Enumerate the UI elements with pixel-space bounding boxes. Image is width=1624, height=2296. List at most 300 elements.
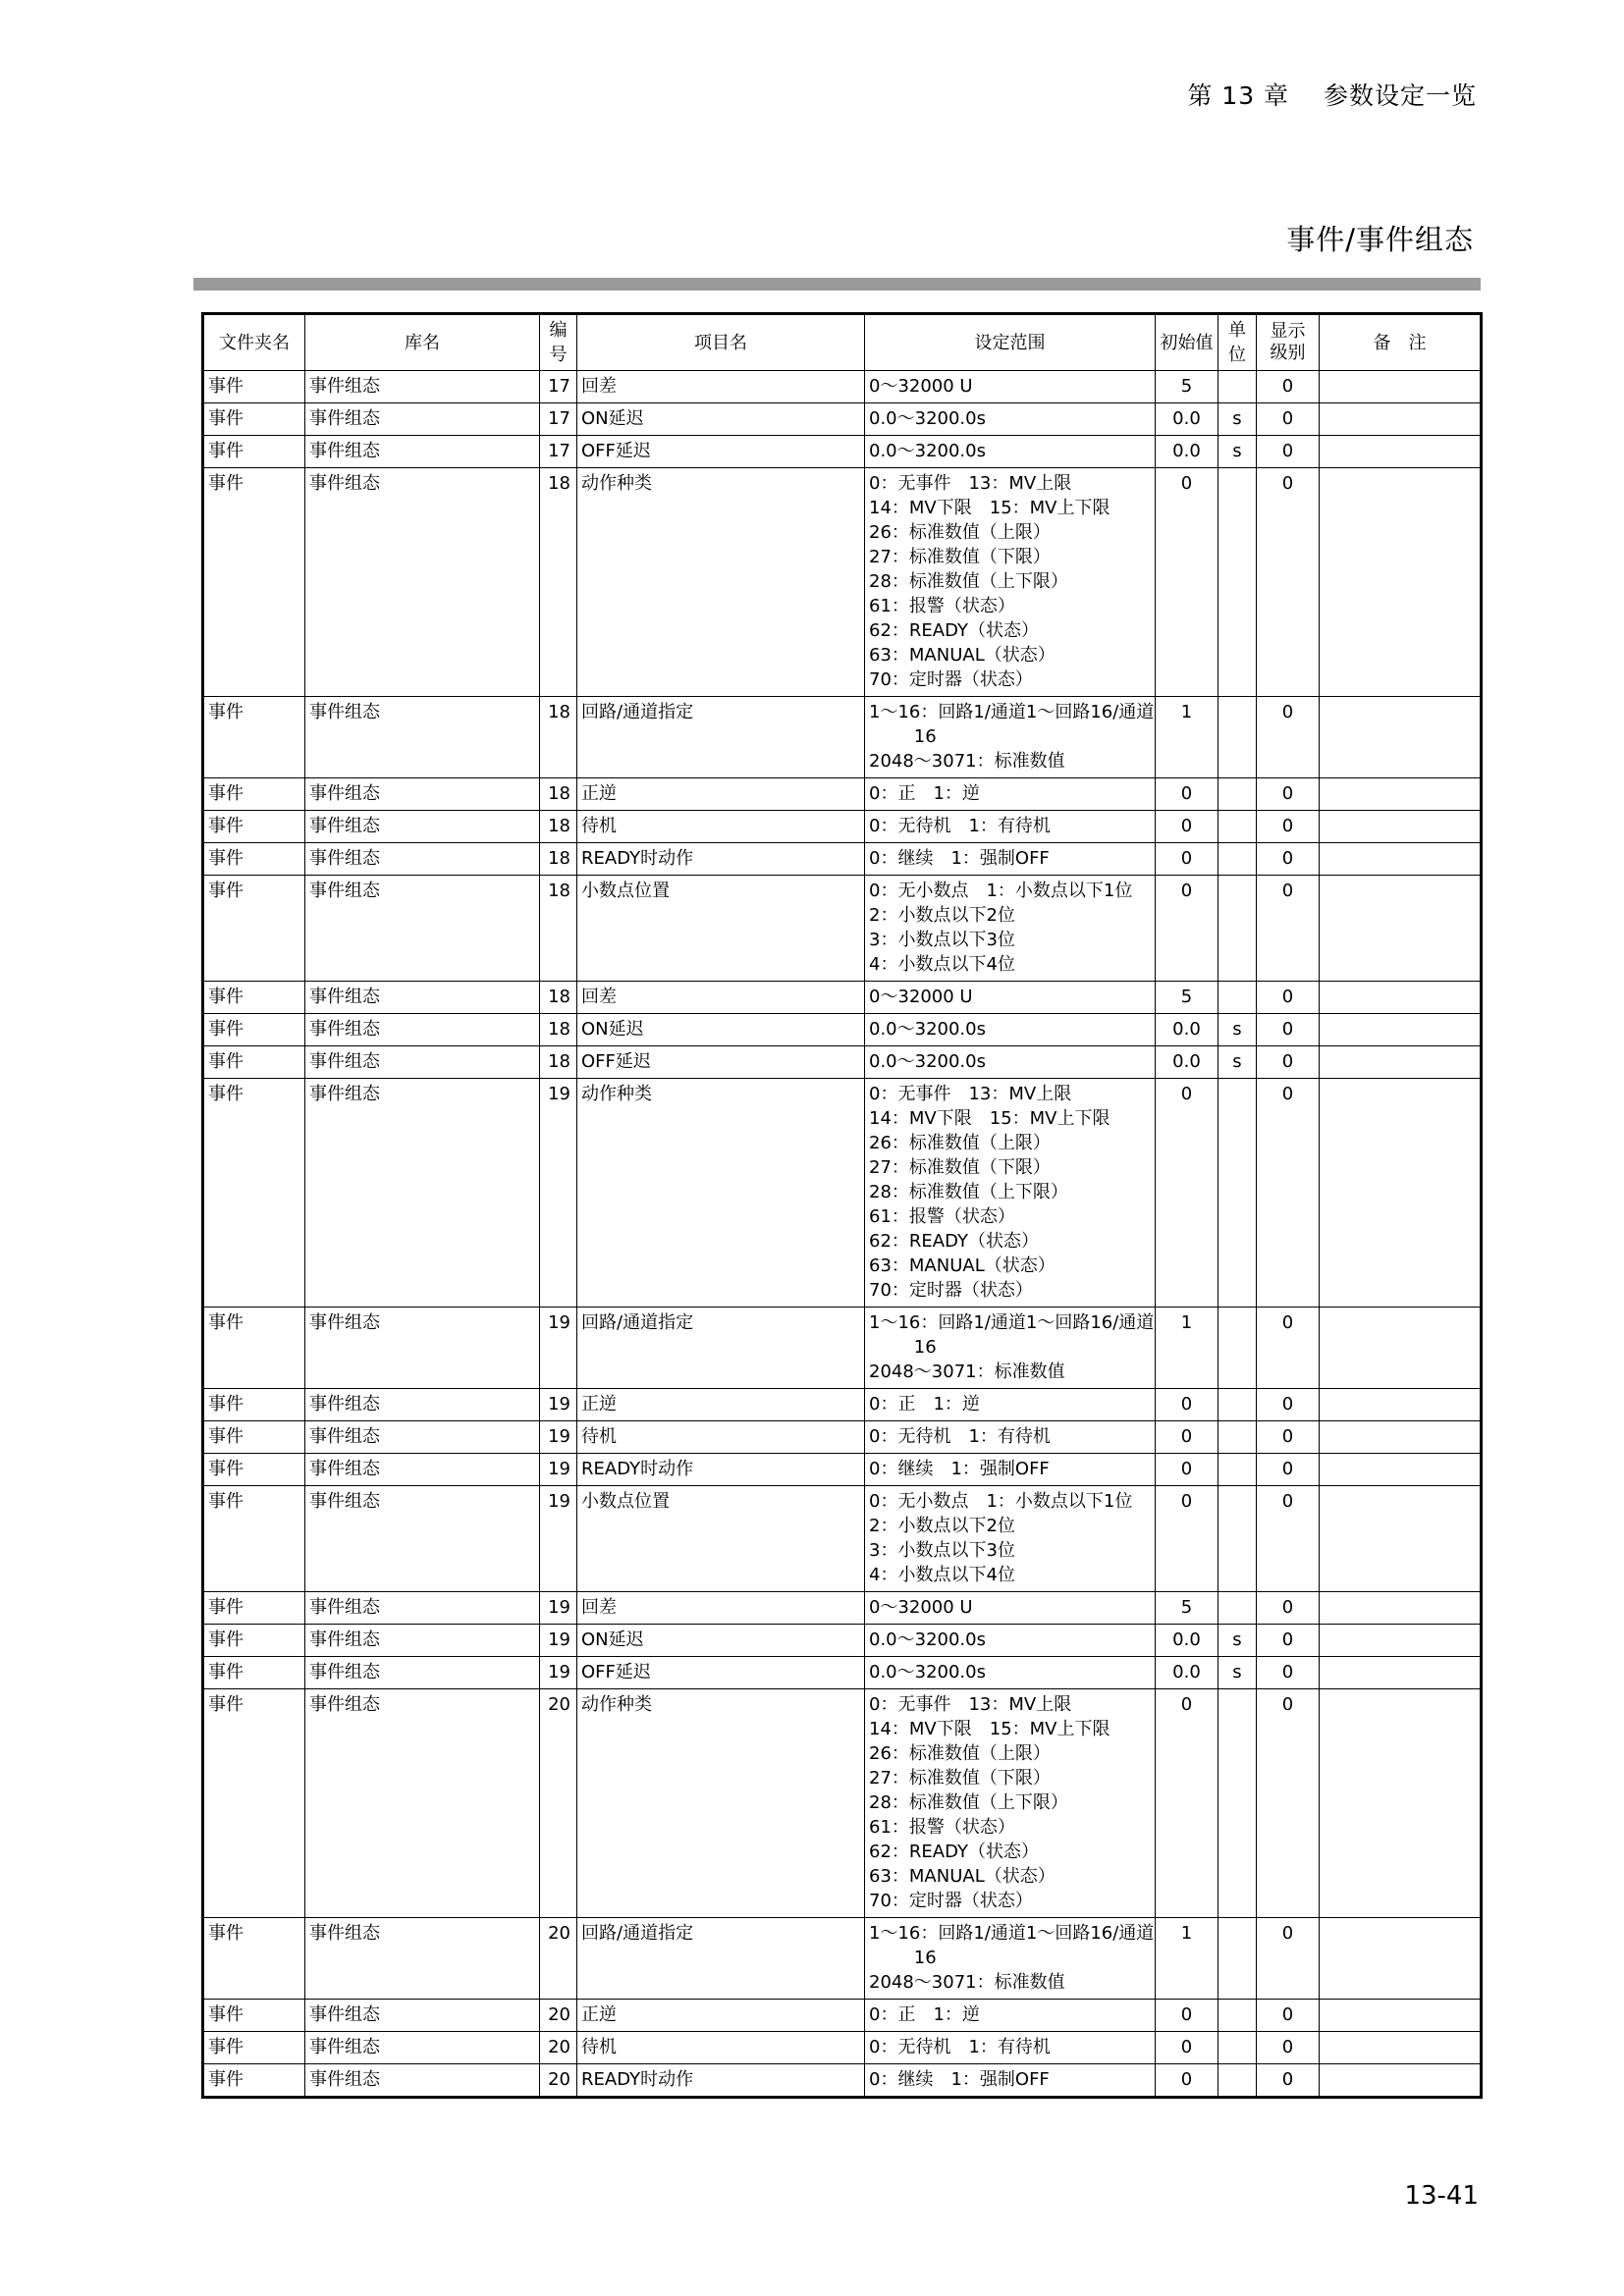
cell-number: 19 [540, 1625, 577, 1657]
cell-library: 事件组态 [305, 371, 540, 403]
cell-initial: 5 [1156, 371, 1218, 403]
cell-range [865, 876, 1156, 982]
cell-item: 正逆 [577, 1389, 865, 1421]
cell-folder: 事件 [203, 1657, 305, 1689]
cell-range [865, 1389, 1156, 1421]
range-line: 0：无事件 13：MV上限 [869, 1084, 1072, 1104]
range-line: 0：无小数点 1：小数点以下1位 [869, 881, 1133, 901]
table-row [203, 1421, 1482, 1454]
cell-range [865, 1046, 1156, 1079]
cell-folder: 事件 [203, 1625, 305, 1657]
cell-item: READY时动作 [577, 843, 865, 876]
range-line: 70：定时器（状态） [869, 669, 1033, 690]
cell-folder: 事件 [203, 1486, 305, 1592]
cell-folder: 事件 [203, 982, 305, 1014]
range-line: 28：标准数值（上下限） [869, 1182, 1068, 1202]
col-header-library: 库名 [305, 314, 540, 371]
section-title: 事件/事件组态 [1286, 223, 1474, 256]
cell-item: OFF延迟 [577, 436, 865, 468]
cell-folder: 事件 [203, 2064, 305, 2098]
cell-library: 事件组态 [305, 1308, 540, 1389]
cell-note [1320, 1014, 1482, 1046]
table-row [203, 876, 1482, 982]
cell-level: 0 [1257, 1421, 1320, 1454]
cell-unit: s [1218, 436, 1257, 468]
range-line: 1～16：回路1/通道1～回路16/通道 [869, 1923, 1155, 1944]
cell-number: 20 [540, 2032, 577, 2064]
range-line: 0～32000 U [869, 987, 973, 1007]
cell-unit [1218, 468, 1257, 697]
cell-folder: 事件 [203, 403, 305, 436]
range-line: 0：无小数点 1：小数点以下1位 [869, 1491, 1133, 1512]
cell-level: 0 [1257, 1014, 1320, 1046]
range-line: 0：无事件 13：MV上限 [869, 1694, 1072, 1715]
cell-level: 0 [1257, 876, 1320, 982]
cell-number: 19 [540, 1079, 577, 1308]
cell-unit [1218, 982, 1257, 1014]
cell-folder: 事件 [203, 876, 305, 982]
cell-library: 事件组态 [305, 1079, 540, 1308]
cell-unit [1218, 1389, 1257, 1421]
cell-folder: 事件 [203, 371, 305, 403]
cell-level: 0 [1257, 468, 1320, 697]
cell-level: 0 [1257, 843, 1320, 876]
cell-library: 事件组态 [305, 1421, 540, 1454]
range-line: 2048～3071：标准数值 [869, 1362, 1065, 1382]
cell-folder: 事件 [203, 1918, 305, 2000]
cell-item: 待机 [577, 2032, 865, 2064]
cell-folder: 事件 [203, 1689, 305, 1918]
range-line: 0：继续 1：强制OFF [869, 1459, 1050, 1479]
cell-number: 20 [540, 1918, 577, 2000]
cell-folder: 事件 [203, 843, 305, 876]
cell-note [1320, 1592, 1482, 1625]
cell-number: 18 [540, 811, 577, 843]
cell-folder: 事件 [203, 811, 305, 843]
range-line: 61：报警（状态） [869, 596, 1015, 616]
range-line: 1～16：回路1/通道1～回路16/通道 [869, 702, 1155, 722]
cell-folder: 事件 [203, 1454, 305, 1486]
table-row [203, 1014, 1482, 1046]
range-line: 0：无待机 1：有待机 [869, 816, 1051, 836]
table-row [203, 1046, 1482, 1079]
cell-range [865, 2000, 1156, 2032]
range-line: 14：MV下限 15：MV上下限 [869, 1719, 1110, 1739]
cell-level: 0 [1257, 811, 1320, 843]
cell-level: 0 [1257, 1046, 1320, 1079]
table-row [203, 778, 1482, 811]
cell-note [1320, 1689, 1482, 1918]
cell-unit: s [1218, 1046, 1257, 1079]
table-row [203, 697, 1482, 778]
table-row [203, 2032, 1482, 2064]
cell-item: READY时动作 [577, 1454, 865, 1486]
cell-library: 事件组态 [305, 403, 540, 436]
range-line: 0：正 1：逆 [869, 1394, 980, 1415]
chapter-heading: 第 13 章 参数设定一览 [1187, 81, 1477, 110]
cell-number: 19 [540, 1308, 577, 1389]
cell-item: 回路/通道指定 [577, 1918, 865, 2000]
cell-range [865, 811, 1156, 843]
table-row [203, 1486, 1482, 1592]
cell-range [865, 1592, 1156, 1625]
cell-item: READY时动作 [577, 2064, 865, 2098]
cell-range [865, 697, 1156, 778]
cell-initial: 0 [1156, 2032, 1218, 2064]
cell-initial: 0 [1156, 1454, 1218, 1486]
cell-level: 0 [1257, 1918, 1320, 2000]
cell-folder: 事件 [203, 1308, 305, 1389]
cell-level: 0 [1257, 1454, 1320, 1486]
range-line: 0：无事件 13：MV上限 [869, 473, 1072, 494]
cell-library: 事件组态 [305, 982, 540, 1014]
cell-unit [1218, 1486, 1257, 1592]
range-line: 0.0～3200.0s [869, 1051, 986, 1072]
cell-unit [1218, 2064, 1257, 2098]
cell-number: 19 [540, 1421, 577, 1454]
cell-number: 18 [540, 876, 577, 982]
cell-initial: 1 [1156, 1308, 1218, 1389]
table-row [203, 2064, 1482, 2098]
cell-note [1320, 371, 1482, 403]
cell-number: 20 [540, 2000, 577, 2032]
cell-item: ON延迟 [577, 1014, 865, 1046]
cell-unit [1218, 811, 1257, 843]
cell-number: 18 [540, 1046, 577, 1079]
range-line: 0：正 1：逆 [869, 783, 980, 804]
cell-number: 18 [540, 778, 577, 811]
cell-range [865, 1689, 1156, 1918]
cell-library: 事件组态 [305, 1657, 540, 1689]
table-row [203, 1308, 1482, 1389]
cell-note [1320, 436, 1482, 468]
cell-range [865, 1308, 1156, 1389]
cell-folder: 事件 [203, 697, 305, 778]
range-line: 61：报警（状态） [869, 1206, 1015, 1227]
range-line: 0.0～3200.0s [869, 1019, 986, 1040]
cell-initial: 0 [1156, 1079, 1218, 1308]
cell-initial: 0.0 [1156, 403, 1218, 436]
cell-range [865, 1918, 1156, 2000]
cell-item: OFF延迟 [577, 1657, 865, 1689]
cell-level: 0 [1257, 1308, 1320, 1389]
cell-range [865, 468, 1156, 697]
cell-number: 19 [540, 1389, 577, 1421]
cell-note [1320, 982, 1482, 1014]
range-line: 0：无待机 1：有待机 [869, 2037, 1051, 2057]
cell-item: 正逆 [577, 2000, 865, 2032]
table-row [203, 1689, 1482, 1918]
range-line: 2048～3071：标准数值 [869, 751, 1065, 772]
cell-note [1320, 1625, 1482, 1657]
cell-item: 小数点位置 [577, 1486, 865, 1592]
cell-note [1320, 1079, 1482, 1308]
table-row [203, 468, 1482, 697]
cell-library: 事件组态 [305, 1625, 540, 1657]
cell-number: 19 [540, 1486, 577, 1592]
cell-range [865, 2064, 1156, 2098]
cell-initial: 0 [1156, 843, 1218, 876]
cell-unit [1218, 371, 1257, 403]
table-row [203, 1918, 1482, 2000]
cell-number: 18 [540, 697, 577, 778]
cell-number: 17 [540, 371, 577, 403]
table-row [203, 1389, 1482, 1421]
cell-level: 0 [1257, 403, 1320, 436]
cell-initial: 0 [1156, 1486, 1218, 1592]
cell-note [1320, 2064, 1482, 2098]
range-line: 63：MANUAL（状态） [869, 1866, 1056, 1887]
cell-number: 18 [540, 468, 577, 697]
range-line: 16 [869, 726, 937, 747]
cell-item: 回差 [577, 371, 865, 403]
cell-item: 待机 [577, 811, 865, 843]
range-line: 3：小数点以下3位 [869, 930, 1015, 950]
cell-initial: 0 [1156, 1421, 1218, 1454]
table-row [203, 1454, 1482, 1486]
range-line: 27：标准数值（下限） [869, 1157, 1051, 1178]
range-line: 61：报警（状态） [869, 1817, 1015, 1838]
range-line: 70：定时器（状态） [869, 1891, 1033, 1911]
cell-number: 19 [540, 1657, 577, 1689]
range-line: 27：标准数值（下限） [869, 1768, 1051, 1789]
cell-note [1320, 1421, 1482, 1454]
table-row [203, 1625, 1482, 1657]
cell-unit: s [1218, 1657, 1257, 1689]
range-line: 70：定时器（状态） [869, 1280, 1033, 1301]
cell-folder: 事件 [203, 1014, 305, 1046]
cell-level: 0 [1257, 1389, 1320, 1421]
cell-range [865, 436, 1156, 468]
cell-unit [1218, 778, 1257, 811]
cell-note [1320, 697, 1482, 778]
range-line: 27：标准数值（下限） [869, 547, 1051, 567]
range-line: 1～16：回路1/通道1～回路16/通道 [869, 1312, 1155, 1333]
cell-item: 动作种类 [577, 1689, 865, 1918]
range-line: 0：正 1：逆 [869, 2004, 980, 2025]
cell-level: 0 [1257, 2000, 1320, 2032]
table-row [203, 436, 1482, 468]
table-row [203, 1079, 1482, 1308]
cell-item: 正逆 [577, 778, 865, 811]
cell-range [865, 1486, 1156, 1592]
cell-unit: s [1218, 1625, 1257, 1657]
range-line: 0.0～3200.0s [869, 441, 986, 461]
cell-initial: 0 [1156, 811, 1218, 843]
cell-initial: 0 [1156, 1389, 1218, 1421]
table-row [203, 371, 1482, 403]
cell-library: 事件组态 [305, 2064, 540, 2098]
cell-note [1320, 468, 1482, 697]
table-header-row [203, 314, 1482, 371]
range-line: 28：标准数值（上下限） [869, 1792, 1068, 1813]
cell-note [1320, 2032, 1482, 2064]
cell-unit [1218, 2000, 1257, 2032]
cell-folder: 事件 [203, 468, 305, 697]
range-line: 0～32000 U [869, 1597, 973, 1618]
cell-unit [1218, 1308, 1257, 1389]
cell-folder: 事件 [203, 436, 305, 468]
table-row [203, 403, 1482, 436]
range-line: 16 [869, 1948, 937, 1968]
range-line: 14：MV下限 15：MV上下限 [869, 498, 1110, 518]
table-row [203, 1657, 1482, 1689]
cell-library: 事件组态 [305, 1689, 540, 1918]
cell-library: 事件组态 [305, 468, 540, 697]
cell-level: 0 [1257, 1592, 1320, 1625]
cell-unit [1218, 1079, 1257, 1308]
range-line: 62：READY（状态） [869, 1842, 1039, 1862]
cell-unit [1218, 843, 1257, 876]
cell-unit [1218, 1454, 1257, 1486]
cell-folder: 事件 [203, 1079, 305, 1308]
cell-item: 动作种类 [577, 1079, 865, 1308]
cell-library: 事件组态 [305, 1486, 540, 1592]
cell-number: 19 [540, 1454, 577, 1486]
cell-range [865, 982, 1156, 1014]
range-line: 3：小数点以下3位 [869, 1540, 1015, 1561]
cell-note [1320, 811, 1482, 843]
cell-level: 0 [1257, 778, 1320, 811]
cell-unit: s [1218, 1014, 1257, 1046]
range-line: 63：MANUAL（状态） [869, 645, 1056, 666]
cell-level: 0 [1257, 697, 1320, 778]
cell-level: 0 [1257, 1689, 1320, 1918]
cell-level: 0 [1257, 371, 1320, 403]
cell-library: 事件组态 [305, 1046, 540, 1079]
cell-item: 回差 [577, 982, 865, 1014]
cell-range [865, 778, 1156, 811]
cell-range [865, 843, 1156, 876]
col-header-range: 设定范围 [865, 314, 1156, 371]
cell-initial: 0 [1156, 876, 1218, 982]
cell-number: 17 [540, 436, 577, 468]
cell-folder: 事件 [203, 1389, 305, 1421]
cell-initial: 1 [1156, 697, 1218, 778]
range-line: 0～32000 U [869, 376, 973, 397]
cell-library: 事件组态 [305, 1389, 540, 1421]
cell-unit [1218, 1689, 1257, 1918]
cell-folder: 事件 [203, 2000, 305, 2032]
cell-initial: 0 [1156, 468, 1218, 697]
cell-unit [1218, 1592, 1257, 1625]
cell-initial: 0 [1156, 2064, 1218, 2098]
cell-item: 小数点位置 [577, 876, 865, 982]
range-line: 26：标准数值（上限） [869, 1133, 1051, 1153]
col-header-item: 项目名 [577, 314, 865, 371]
cell-library: 事件组态 [305, 1014, 540, 1046]
cell-initial: 0.0 [1156, 1657, 1218, 1689]
range-line: 2：小数点以下2位 [869, 905, 1015, 926]
cell-note [1320, 1046, 1482, 1079]
cell-range [865, 403, 1156, 436]
cell-item: 动作种类 [577, 468, 865, 697]
cell-note [1320, 2000, 1482, 2032]
col-header-initial: 初始值 [1156, 314, 1218, 371]
cell-range [865, 1079, 1156, 1308]
cell-number: 17 [540, 403, 577, 436]
cell-level: 0 [1257, 1657, 1320, 1689]
cell-level: 0 [1257, 1079, 1320, 1308]
table-row [203, 1592, 1482, 1625]
cell-library: 事件组态 [305, 1592, 540, 1625]
cell-library: 事件组态 [305, 876, 540, 982]
cell-note [1320, 1486, 1482, 1592]
cell-range [865, 1657, 1156, 1689]
range-line: 0：无待机 1：有待机 [869, 1426, 1051, 1447]
cell-note [1320, 876, 1482, 982]
cell-item: OFF延迟 [577, 1046, 865, 1079]
range-line: 4：小数点以下4位 [869, 954, 1015, 975]
cell-library: 事件组态 [305, 1454, 540, 1486]
range-line: 63：MANUAL（状态） [869, 1255, 1056, 1276]
cell-note [1320, 778, 1482, 811]
cell-library: 事件组态 [305, 2000, 540, 2032]
cell-initial: 0 [1156, 1689, 1218, 1918]
range-line: 4：小数点以下4位 [869, 1565, 1015, 1585]
table-row [203, 843, 1482, 876]
col-header-unit: 单位 [1218, 314, 1257, 371]
cell-range [865, 2032, 1156, 2064]
cell-note [1320, 1389, 1482, 1421]
cell-library: 事件组态 [305, 2032, 540, 2064]
col-header-note: 备 注 [1320, 314, 1482, 371]
cell-number: 18 [540, 843, 577, 876]
cell-item: ON延迟 [577, 403, 865, 436]
cell-note [1320, 1918, 1482, 2000]
cell-note [1320, 1454, 1482, 1486]
cell-initial: 0.0 [1156, 1625, 1218, 1657]
cell-range [865, 1454, 1156, 1486]
cell-number: 18 [540, 982, 577, 1014]
cell-range [865, 1014, 1156, 1046]
cell-number: 18 [540, 1014, 577, 1046]
cell-folder: 事件 [203, 1046, 305, 1079]
range-line: 2：小数点以下2位 [869, 1516, 1015, 1536]
cell-note [1320, 403, 1482, 436]
cell-initial: 0.0 [1156, 436, 1218, 468]
cell-initial: 0 [1156, 2000, 1218, 2032]
cell-level: 0 [1257, 1625, 1320, 1657]
cell-library: 事件组态 [305, 843, 540, 876]
cell-library: 事件组态 [305, 778, 540, 811]
cell-unit [1218, 1918, 1257, 2000]
range-line: 62：READY（状态） [869, 1231, 1039, 1252]
cell-folder: 事件 [203, 2032, 305, 2064]
page-number: 13-41 [1404, 2181, 1479, 2211]
cell-level: 0 [1257, 1486, 1320, 1592]
cell-folder: 事件 [203, 1421, 305, 1454]
section-divider [193, 278, 1481, 291]
table-row [203, 982, 1482, 1014]
cell-unit: s [1218, 403, 1257, 436]
cell-note [1320, 843, 1482, 876]
parameter-table [201, 312, 1483, 2099]
col-header-folder: 文件夹名 [203, 314, 305, 371]
cell-range [865, 1625, 1156, 1657]
cell-note [1320, 1657, 1482, 1689]
range-line: 0.0～3200.0s [869, 1629, 986, 1650]
col-header-number: 编号 [540, 314, 577, 371]
cell-unit [1218, 2032, 1257, 2064]
range-line: 16 [869, 1337, 937, 1358]
range-line: 14：MV下限 15：MV上下限 [869, 1108, 1110, 1129]
cell-level: 0 [1257, 2032, 1320, 2064]
cell-level: 0 [1257, 982, 1320, 1014]
range-line: 28：标准数值（上下限） [869, 571, 1068, 592]
table-row [203, 2000, 1482, 2032]
cell-library: 事件组态 [305, 697, 540, 778]
